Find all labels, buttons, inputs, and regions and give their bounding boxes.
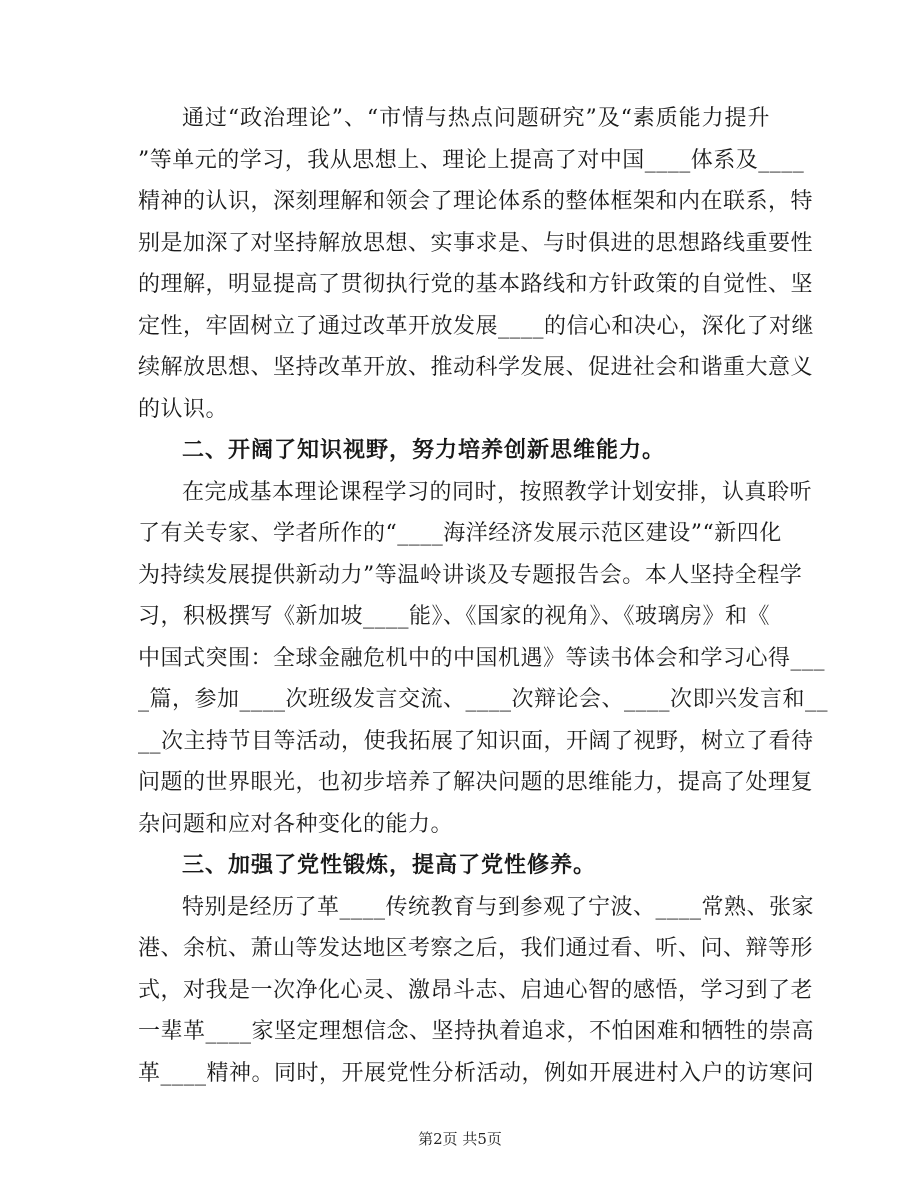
paragraph-political-theory (138, 98, 815, 430)
text-line: 问题的世界眼光，也初步培养了解决问题的思维能力，提高了处理复 (138, 770, 814, 795)
text-line: 习，积极撰写《新加坡____能》、《国家的视角》、《玻璃房》和《 (138, 604, 771, 629)
paragraph-knowledge (138, 472, 829, 846)
text-line: _篇，参加____次班级发言交流、____次辩论会、____次即兴发言和__ (138, 687, 829, 712)
text-line: 精神的认识，深刻理解和领会了理论体系的整体框架和内在联系，特 (138, 189, 814, 214)
text-line: 一辈革____家坚定理想信念、坚持执着追求，不怕困难和牺牲的崇高 (138, 1019, 815, 1044)
page-indicator: 第2页 共5页 (418, 1130, 502, 1148)
text-line: 的认识。 (138, 396, 229, 422)
text-line: ”等单元的学习，我从思想上、理论上提高了对中国____体系及____ (138, 147, 805, 173)
section-heading-party-spirit: 三、加强了党性锻炼，提高了党性修养。 (182, 852, 597, 878)
text-line: 通过“政治理论”、“市情与热点问题研究”及“素质能力提升 (182, 106, 770, 131)
text-line: 中国式突围：全球金融危机中的中国机遇》等读书体会和学习心得___ (138, 645, 826, 671)
text-line: 别是加深了对坚持解放思想、实事求是、与时俱进的思想路线重要性 (138, 230, 814, 256)
text-line: 式，对我是一次净化心灵、激昂斗志、启迪心智的感悟，学习到了老 (138, 977, 814, 1003)
text-line: 为持续发展提供新动力”等温岭讲谈及专题报告会。本人坚持全程学 (138, 562, 803, 588)
section-heading-knowledge: 二、开阔了知识视野，努力培养创新思维能力。 (182, 437, 666, 463)
text-line: 定性，牢固树立了通过改革开放发展____的信心和决心，深化了对继 (138, 313, 815, 339)
text-line: 特别是经历了革____传统教育与到参观了宁波、____常熟、张家 (182, 894, 815, 920)
text-line: 了有关专家、学者所作的“____海洋经济发展示范区建设”“新四化 (138, 521, 782, 546)
document-body (138, 98, 829, 1094)
text-line: 革____精神。同时，开展党性分析活动，例如开展进村入户的访寒问 (138, 1060, 815, 1086)
text-line: 续解放思想、坚持改革开放、推动科学发展、促进社会和谐重大意义 (138, 355, 814, 380)
text-line: 杂问题和应对各种变化的能力。 (138, 811, 454, 837)
text-line: 的理解，明显提高了贯彻执行党的基本路线和方针政策的自觉性、坚 (138, 272, 814, 297)
text-line: 在完成基本理论课程学习的同时，按照教学计划安排，认真聆听 (182, 479, 813, 505)
text-line: __次主持节目等活动，使我拓展了知识面，开阔了视野，树立了看待 (138, 728, 814, 754)
text-line: 港、余杭、萧山等发达地区考察之后，我们通过看、听、问、辩等形 (138, 936, 814, 961)
paragraph-party-spirit (138, 887, 815, 1095)
